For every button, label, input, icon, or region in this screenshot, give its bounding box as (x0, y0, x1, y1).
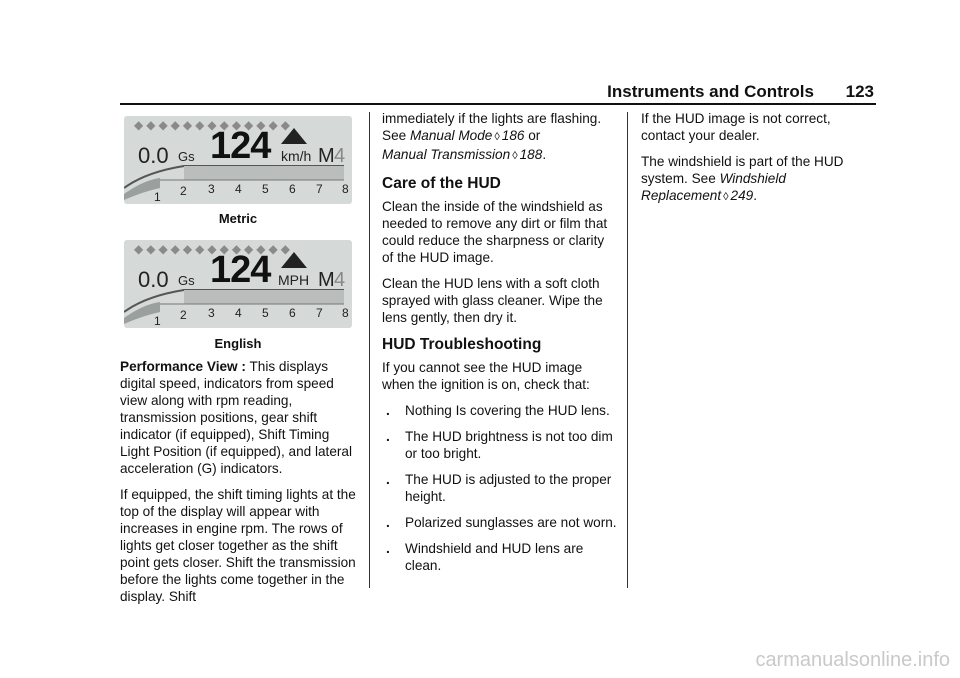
figure-caption-metric: Metric (218, 211, 258, 226)
page-ref-icon: ◊ (494, 131, 500, 143)
shift-timing-lights: ◆◆◆◆◆◆◆◆◆◆◆◆◆ (134, 118, 293, 132)
care-paragraph-1: Clean the inside of the windshield as needed to remove any dirt or film that could reduce the sharpness or clarity of the HUD image. (382, 199, 608, 265)
upshift-arrow-icon (281, 128, 307, 144)
column-3-text (641, 110, 877, 215)
bullet-icon: . (386, 472, 390, 487)
windshield-paragraph: The windshield is part of the HUD system. See Windshield Replacement ◊ 249. (641, 154, 844, 203)
performance-view-term: Performance View : (120, 359, 246, 374)
page-header (120, 80, 876, 104)
manual-transmission-page[interactable]: 188 (519, 147, 543, 162)
shift-timing-lights: ◆◆◆◆◆◆◆◆◆◆◆◆◆ (134, 242, 293, 256)
performance-view-text: This displays digital speed, indicators from speed view along with rpm reading, transmission positions, gear shift indicator (if equipped), Shift Timing Light Position (if equipped), and lateral acceleration (G) indicators. (120, 359, 352, 476)
column-2-text (382, 110, 618, 583)
rpm-tick-label: 1 (154, 314, 161, 328)
care-paragraph-2: Clean the HUD lens with a soft cloth sprayed with glass cleaner. Wipe the lens gently, then dry it. (382, 276, 603, 325)
rpm-tick-label: 2 (180, 184, 187, 198)
header-rule (120, 103, 876, 105)
bullet-icon: . (386, 429, 390, 444)
column-divider-1 (369, 112, 370, 588)
page-number: 123 (845, 82, 874, 101)
rpm-tick-label: 8 (342, 306, 349, 320)
hud-troubleshooting-heading: HUD Troubleshooting (382, 336, 542, 353)
page-ref-icon: ◊ (512, 150, 518, 162)
list-item: . The HUD is adjusted to the proper height. (386, 472, 612, 504)
rpm-tick-label: 7 (316, 182, 323, 196)
rpm-tick-label: 3 (208, 182, 215, 196)
rpm-tick-label: 4 (235, 182, 242, 196)
list-item: . Windshield and HUD lens are clean. (386, 541, 584, 573)
gear-mode-letter: M (318, 145, 335, 167)
rpm-tick-label: 3 (208, 306, 215, 320)
rpm-tick-label: 6 (289, 182, 296, 196)
rpm-tick-label: 1 (154, 190, 161, 204)
hud-display-metric (124, 116, 352, 204)
rpm-tick-label: 2 (180, 308, 187, 322)
list-item: . The HUD brightness is not too dim or too bright. (386, 429, 613, 461)
troubleshooting-list (382, 402, 618, 574)
manual-mode-page[interactable]: 186 (501, 128, 525, 143)
watermark: carmanualsonline.info (755, 649, 950, 671)
upshift-arrow-icon (281, 252, 307, 268)
speed-unit: km/h (281, 148, 312, 164)
windshield-replacement-page[interactable]: 249 (730, 188, 754, 203)
rpm-tick-label: 4 (235, 306, 242, 320)
gear-mode-letter: M (318, 269, 335, 291)
bullet-icon: . (386, 541, 390, 556)
bullet-icon: . (386, 515, 390, 530)
gear-number: 4 (334, 145, 346, 167)
speed-value: 124 (210, 249, 271, 291)
continued-paragraph: immediately if the lights are flashing. See Manual Mode ◊ 186 or Manual Transmission ◊ 188. (382, 111, 602, 162)
list-item: . Polarized sunglasses are not worn. (386, 515, 617, 530)
column-1-text (120, 358, 356, 614)
rpm-tick-label: 8 (342, 182, 349, 196)
rpm-tick-label: 5 (262, 182, 269, 196)
windshield-replacement-link[interactable]: Windshield Replacement (641, 171, 786, 203)
troubleshooting-intro: If you cannot see the HUD image when the ignition is on, check that: (382, 360, 590, 392)
column-divider-2 (627, 112, 628, 588)
speed-value: 124 (210, 125, 271, 167)
dealer-paragraph: If the HUD image is not correct, contact your dealer. (641, 111, 831, 143)
gear-number: 4 (334, 269, 346, 291)
performance-view-paragraph (120, 358, 356, 477)
manual-mode-link[interactable]: Manual Mode (409, 128, 493, 143)
rpm-tick-label: 6 (289, 306, 296, 320)
gforce-value: 0.0 (138, 143, 169, 168)
shift-lights-paragraph: If equipped, the shift timing lights at the top of the display will appear with increases in engine rpm. The rows of lights get closer together as the shift point gets closer. Shift the transmission before the lights come together in the display. Shift (120, 487, 356, 604)
rpm-tick-label: 5 (262, 306, 269, 320)
section-header-title: Instruments and Controls (607, 82, 814, 101)
figure-caption-english: English (214, 336, 262, 351)
bullet-icon: . (386, 403, 390, 418)
hud-display-english (124, 240, 352, 328)
gforce-unit: Gs (178, 273, 195, 288)
manual-transmission-link[interactable]: Manual Transmission (382, 147, 511, 162)
gforce-value: 0.0 (138, 267, 169, 292)
care-of-hud-heading: Care of the HUD (382, 175, 501, 192)
list-item: . Nothing Is covering the HUD lens. (386, 403, 610, 418)
speed-unit: MPH (278, 272, 310, 288)
page-ref-icon: ◊ (723, 191, 729, 203)
gforce-unit: Gs (178, 149, 195, 164)
rpm-tick-label: 7 (316, 306, 323, 320)
